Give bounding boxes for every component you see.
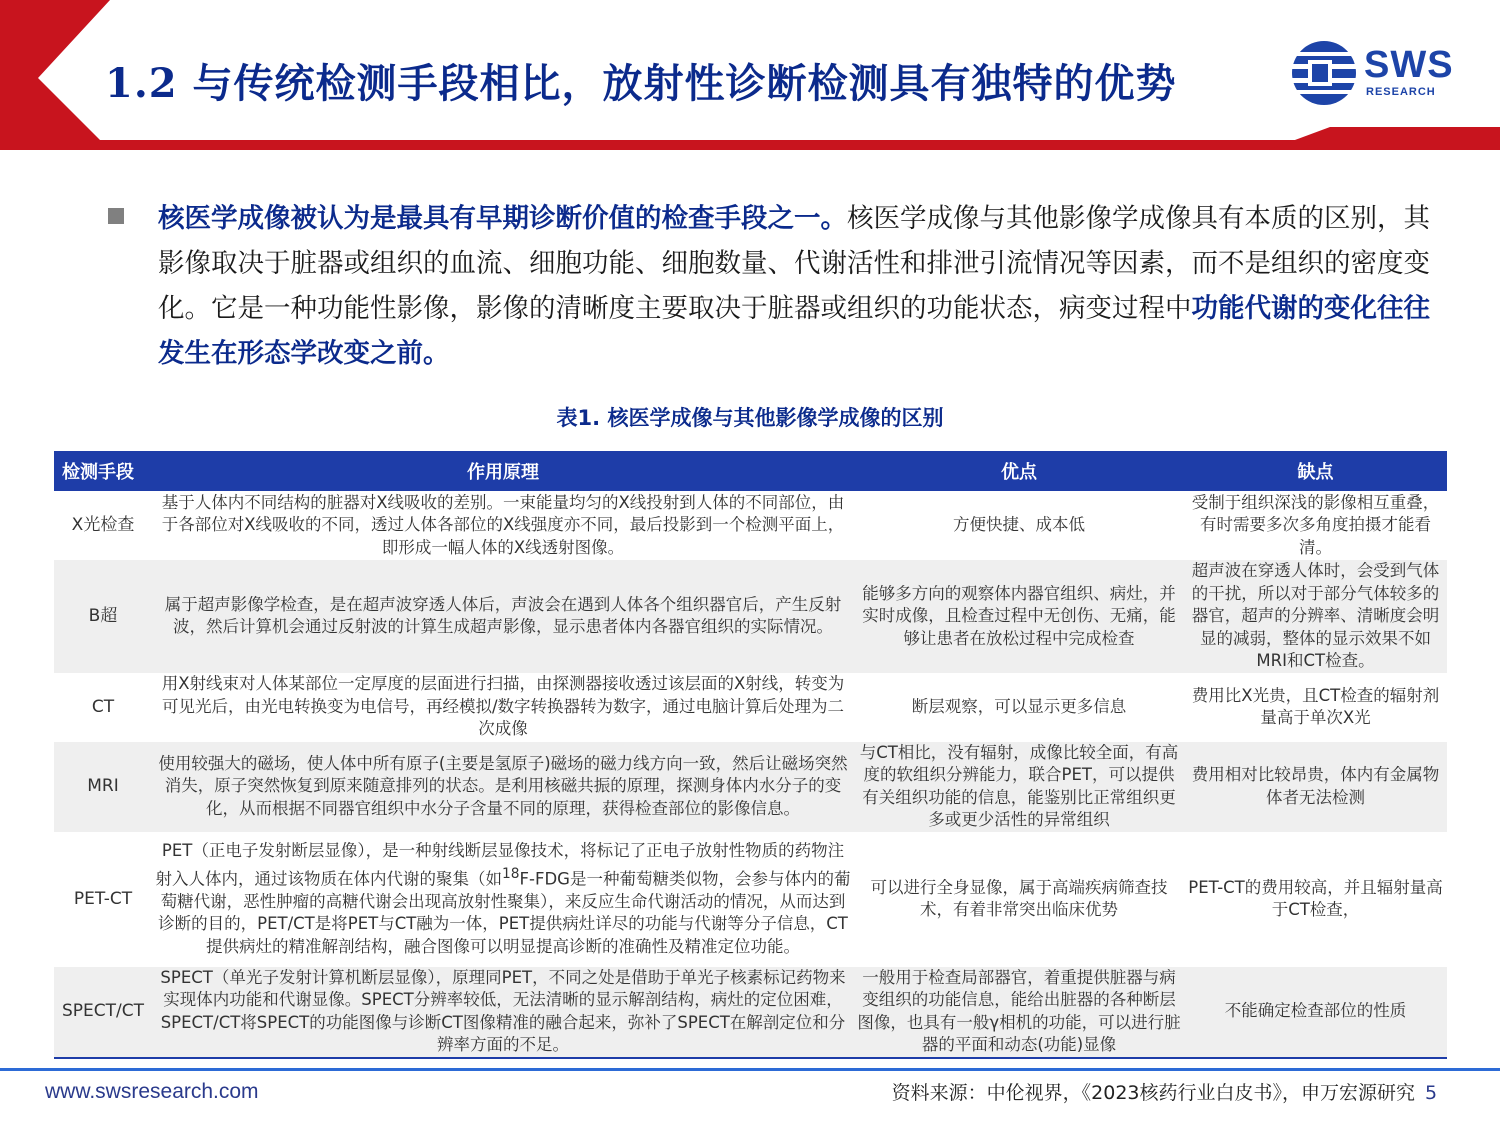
- cons-cell: PET-CT的费用较高，并且辐射量高于CT检查，: [1184, 832, 1447, 967]
- cons-cell: 费用相对比较昂贵，体内有金属物体者无法检测: [1184, 742, 1447, 832]
- source-note: 资料来源：中伦视界，《2023核药行业白皮书》，申万宏源研究: [891, 1082, 1415, 1104]
- pros-cell: 能够多方向的观察体内器官组织、病灶，并实时成像，且检查过程中无创伤、无痛，能够让患者在放松过程中完成检查: [854, 560, 1184, 673]
- table-row: [54, 491, 1447, 560]
- column-header: 优点: [854, 451, 1184, 491]
- column-header: 缺点: [1184, 451, 1447, 491]
- column-header: 检测手段: [54, 451, 152, 491]
- principle-text-a: PET（正电子发射断层显像），是一种射线断层显像技术，将标记了正电子放射性物质的药物注射入人体内，通过该物质在体内代谢的聚集（如: [155, 841, 845, 888]
- page-header: [0, 0, 1500, 150]
- method-cell: CT: [54, 673, 152, 742]
- pros-cell: 一般用于检查局部器官，着重提供脏器与病变组织的功能信息，能给出脏器的各种断层图像，也具有一般γ相机的功能，可以进行脏器的平面和动态(功能)显像: [854, 967, 1184, 1058]
- table-row: [54, 832, 1447, 967]
- principle-text-b: F-FDG是一种葡萄糖类似物，会参与体内的葡萄糖代谢，恶性肿瘤的高糖代谢会出现高放射性聚集），来反应生命代谢活动的情况，从而达到诊断的目的，PET/CT是将PET与CT融为一体，PET提供病灶详尽的功能与代谢等分子信息，CT提供病灶的精准解剖结构，融合图像可以明显提高诊断的准确性及精准定位功能。: [158, 869, 851, 956]
- sws-logo: [1286, 38, 1476, 108]
- bullet-square-icon: [108, 208, 124, 224]
- method-cell: PET-CT: [54, 832, 152, 967]
- method-cell: MRI: [54, 742, 152, 832]
- paragraph-highlight-2: 功能代谢的变化往往发生在形态学改变之前。: [158, 293, 1430, 369]
- principle-cell: SPECT（单光子发射计算机断层显像），原理同PET，不同之处是借助于单光子核素标记药物来实现体内功能和代谢显像。SPECT分辨率较低，无法清晰的显示解剖结构，病灶的定位困难，SPECT/CT将SPECT的功能图像与诊断CT图像精准的融合起来，弥补了SPECT在解剖定位和分辨率方面的不足。: [152, 967, 854, 1058]
- table-row: [54, 967, 1447, 1058]
- globe-icon: [1286, 38, 1362, 108]
- paragraph-highlight: 核医学成像被认为是最具有早期诊断价值的检查手段之一。: [158, 203, 847, 234]
- cons-cell: 受制于组织深浅的影像相互重叠，有时需要多次多角度拍摄才能看清。: [1184, 491, 1447, 560]
- isotope-superscript: 18: [502, 865, 520, 882]
- page-title: 1.2 与传统检测手段相比，放射性诊断检测具有独特的优势: [105, 60, 1177, 107]
- table-row: [54, 673, 1447, 742]
- table-row: [54, 742, 1447, 832]
- comparison-table: [54, 451, 1447, 1059]
- summary-paragraph: [158, 196, 1448, 376]
- cons-cell: 费用比X光贵，且CT检查的辐射剂量高于单次X光: [1184, 673, 1447, 742]
- page-number: 5: [1425, 1082, 1438, 1104]
- method-cell: B超: [54, 560, 152, 673]
- table-header-row: [54, 451, 1447, 491]
- principle-cell: [152, 832, 854, 967]
- pros-cell: 与CT相比，没有辐射，成像比较全面，有高度的软组织分辨能力，联合PET，可以提供有关组织功能的信息，能鉴别比正常组织更多或更少活性的异常组织: [854, 742, 1184, 832]
- pros-cell: 断层观察，可以显示更多信息: [854, 673, 1184, 742]
- logo-subtext: RESEARCH: [1366, 86, 1436, 98]
- pros-cell: 方便快捷、成本低: [854, 491, 1184, 560]
- cons-cell: 超声波在穿透人体时，会受到气体的干扰，所以对于部分气体较多的器官，超声的分辨率、清晰度会明显的减弱，整体的显示效果不如MRI和CT检查。: [1184, 560, 1447, 673]
- method-cell: SPECT/CT: [54, 967, 152, 1058]
- logo-text: SWS: [1364, 44, 1454, 86]
- principle-cell: 属于超声影像学检查，是在超声波穿透人体后，声波会在遇到人体各个组织器官后，产生反射波，然后计算机会通过反射波的计算生成超声影像，显示患者体内各器官组织的实际情况。: [152, 560, 854, 673]
- pros-cell: 可以进行全身显像，属于高端疾病筛查技术，有着非常突出临床优势: [854, 832, 1184, 967]
- table-row: [54, 560, 1447, 673]
- principle-cell: 基于人体内不同结构的脏器对X线吸收的差别。一束能量均匀的X线投射到人体的不同部位，由于各部位对X线吸收的不同，透过人体各部位的X线强度亦不同，最后投影到一个检测平面上，即形成一幅人体的X线透射图像。: [152, 491, 854, 560]
- table-caption: 表1. 核医学成像与其他影像学成像的区别: [556, 406, 944, 430]
- column-header: 作用原理: [152, 451, 854, 491]
- principle-cell: 用X射线束对人体某部位一定厚度的层面进行扫描，由探测器接收透过该层面的X射线，转变为可见光后，由光电转换变为电信号，再经模拟/数字转换器转为数字，通过电脑计算后处理为二次成像: [152, 673, 854, 742]
- footer-divider: [0, 1068, 1500, 1071]
- cons-cell: 不能确定检查部位的性质: [1184, 967, 1447, 1058]
- paragraph-body: 核医学成像与其他影像学成像具有本质的区别，其影像取决于脏器或组织的血流、细胞功能、细胞数量、代谢活性和排泄引流情况等因素，而不是组织的密度变化。它是一种功能性影像，影像的清晰度主要取决于脏器或组织的功能状态，病变过程中: [158, 203, 1430, 324]
- website-link[interactable]: www.swsresearch.com: [45, 1080, 259, 1103]
- principle-cell: 使用较强大的磁场，使人体中所有原子(主要是氢原子)磁场的磁力线方向一致，然后让磁场突然消失，原子突然恢复到原来随意排列的状态。是利用核磁共振的原理，探测身体内水分子的变化，从而根据不同器官组织中水分子含量不同的原理，获得检查部位的影像信息。: [152, 742, 854, 832]
- method-cell: X光检查: [54, 491, 152, 560]
